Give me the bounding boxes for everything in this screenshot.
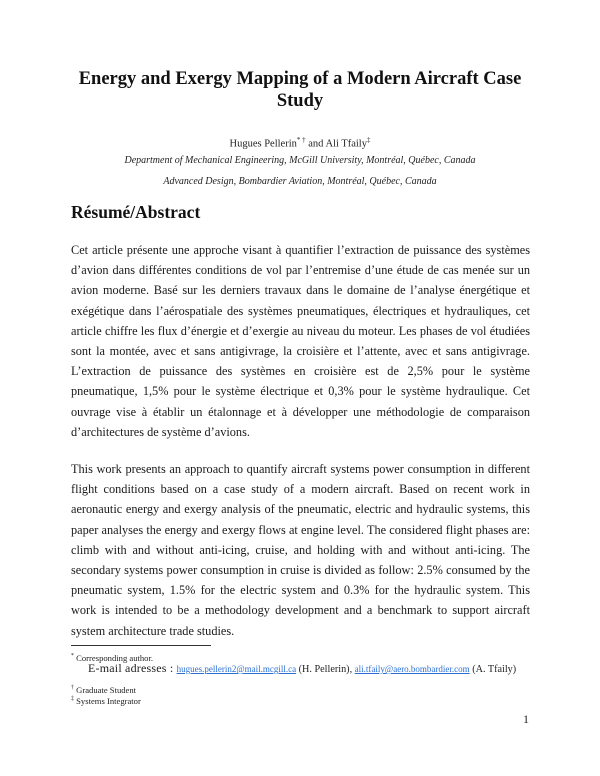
- page-number: 1: [523, 712, 529, 726]
- footnote-text: Graduate Student: [76, 684, 137, 695]
- section-heading: Résumé/Abstract: [71, 202, 201, 222]
- author-name: Hugues Pellerin: [229, 138, 297, 150]
- author-connector: and: [305, 138, 326, 150]
- footnote-mark: †: [71, 685, 74, 691]
- affiliation-mcgill: Department of Mechanical Engineering, McGill University, Montréal, Québec, Canada: [124, 155, 476, 166]
- email-link-tfaily[interactable]: ali.tfaily@aero.bombardier.com: [354, 664, 470, 674]
- email-owner: (A. Tfaily): [469, 664, 517, 675]
- email-owner: (H. Pellerin),: [296, 664, 355, 675]
- footnote-text: Systems Integrator: [76, 695, 141, 706]
- abstract-french: Cet article présente une approche visant à quantifier l’extraction de puissance des systèmes d’avion dans différentes conditions de vol par l’entremise d’une étude de cas menée sur un avion moderne. Basé sur les derniers travaux dans le domaine de l’analyse énergétique et exégétique dans l’aérospatiale des systèmes pneumatiques, électriques et hydrauliques, cet article chiffre les flux d’énergie et d’exergie au niveau du moteur. Les phases de vol étudiées sont la montée, avec et sans antigivrage, la croisière et l’attente, avec et sans antigivrage. L’extraction de puissance des systèmes en croisière est de 2,5% pour le système pneumatique, 1,5% pour le système électrique et 0,3% pour le système hydraulique. Cet ouvrage vise à établir un étalonnage et à développer une méthodologie de comparaison d’architectures de système d’avions.: [71, 243, 530, 439]
- footnote-divider: [71, 645, 211, 646]
- affiliation-bombardier: Advanced Design, Bombardier Aviation, Montréal, Québec, Canada: [163, 176, 437, 187]
- author-footnote-marks: * †: [296, 136, 306, 144]
- paper-title: Energy and Exergy Mapping of a Modern Aircraft Case Study: [78, 69, 522, 111]
- footnote-emails: [88, 661, 516, 676]
- footnote-text: Corresponding author.: [76, 652, 154, 663]
- author-name: Ali Tfaily: [325, 138, 367, 150]
- footnote-mark: *: [71, 653, 74, 659]
- footnote-integrator: [71, 694, 141, 706]
- email-label: E-mail adresses :: [88, 661, 177, 675]
- footnote-mark: ‡: [71, 696, 74, 702]
- abstract-english: This work presents an approach to quantify aircraft systems power consumption in different flight conditions based on a case study of a modern aircraft. Based on recent work in aeronautic energy and exergy analysis of the pneumatic, electric and hydraulic systems, this paper analyses the energy and exergy flows at engine level. The considered flight phases are: climb with and without anti-icing, cruise, and holding with and without anti-icing. The secondary systems power consumption in cruise is divided as follow: 2.5% consumed by the pneumatic system, 1.5% for the electric system and 0.3% for the hydraulic system. This work is intended to be a methodology development and a benchmark to support aircraft system architecture trade studies.: [71, 462, 530, 638]
- author-line: [0, 136, 600, 150]
- author-footnote-marks: ‡: [366, 136, 371, 144]
- email-link-pellerin[interactable]: hugues.pellerin2@mail.mcgill.ca: [176, 664, 297, 674]
